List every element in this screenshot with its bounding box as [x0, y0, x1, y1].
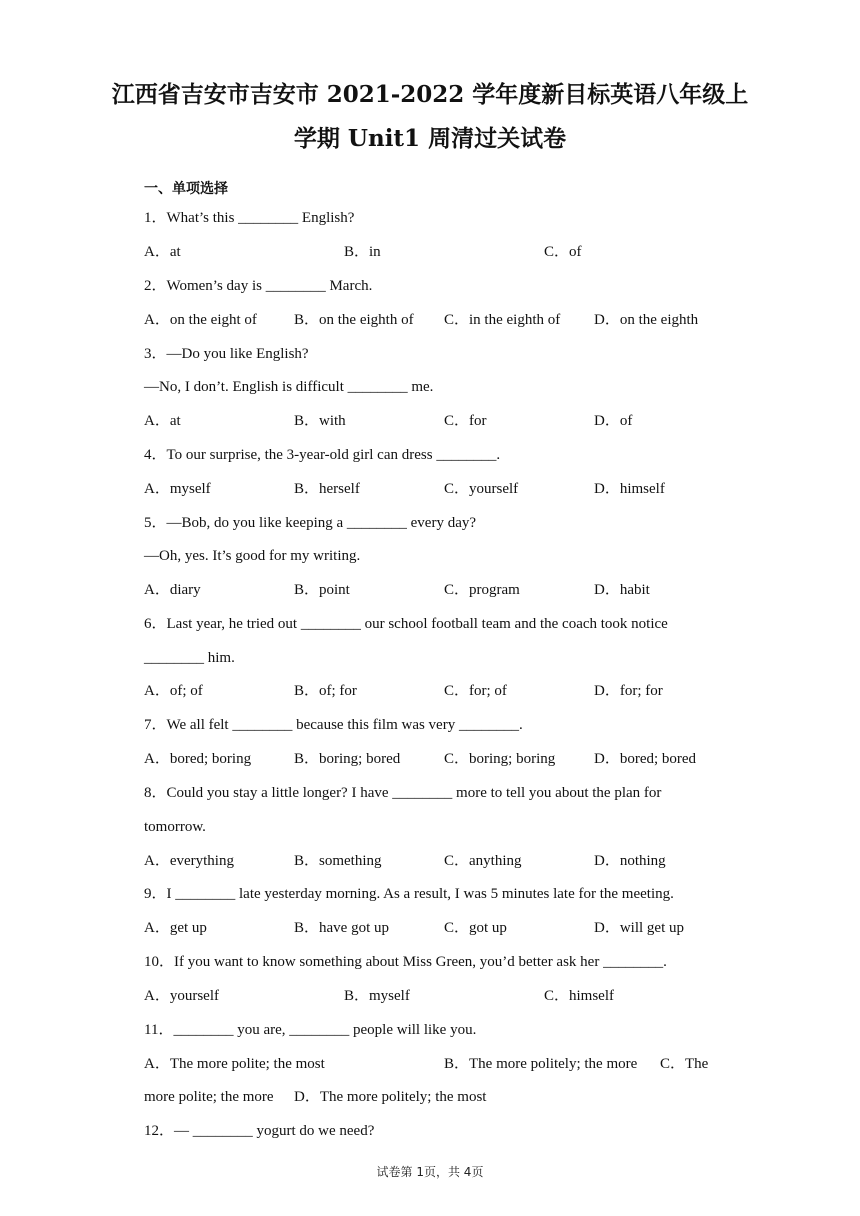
question-10-option-c[interactable]: C．himself: [544, 988, 614, 1004]
question-2-option-a[interactable]: A．on the eight of: [144, 312, 257, 328]
question-9-option-b[interactable]: B．have got up: [294, 920, 389, 936]
question-5-text-line-2: —Oh, yes. It’s good for my writing.: [144, 548, 361, 564]
question-5-option-d[interactable]: D．habit: [594, 582, 650, 598]
question-3-option-c[interactable]: C．for: [444, 413, 487, 429]
page-footer: 试卷第 1页，共 4页: [376, 1165, 484, 1179]
question-6-option-d[interactable]: D．for; for: [594, 683, 663, 699]
section-heading: 一、单项选择: [144, 181, 228, 197]
question-9-option-a[interactable]: A．get up: [144, 920, 207, 936]
question-8-text: 8．Could you stay a little longer? I have ________ more to tell you about the plan for: [144, 785, 662, 801]
question-1-option-b[interactable]: B．in: [344, 244, 381, 260]
question-6-text-line-2: ________ him.: [144, 650, 235, 666]
question-4-option-a[interactable]: A．myself: [144, 481, 211, 497]
question-4-option-b[interactable]: B．herself: [294, 481, 360, 497]
question-1-option-a[interactable]: A．at: [144, 244, 181, 260]
question-7-option-c[interactable]: C．boring; boring: [444, 751, 556, 767]
question-11-option-c-cont[interactable]: more polite; the more: [144, 1089, 274, 1105]
question-10-text: 10．If you want to know something about Miss Green, you’d better ask her ________.: [144, 954, 667, 970]
question-8-option-c[interactable]: C．anything: [444, 853, 522, 869]
question-6-option-a[interactable]: A．of; of: [144, 683, 203, 699]
page-title-line-1: 江西省吉安市吉安市 2021-2022 学年度新目标英语八年级上: [111, 81, 749, 108]
question-3-text: 3．—Do you like English?: [144, 346, 309, 362]
question-4-option-d[interactable]: D．himself: [594, 481, 665, 497]
question-2-option-b[interactable]: B．on the eighth of: [294, 312, 414, 328]
question-5-option-a[interactable]: A．diary: [144, 582, 201, 598]
question-11-text: 11．________ you are, ________ people will like you.: [144, 1022, 477, 1038]
question-11-option-c[interactable]: C．The: [660, 1056, 709, 1072]
question-6-option-c[interactable]: C．for; of: [444, 683, 507, 699]
question-9-text: 9．I ________ late yesterday morning. As a result, I was 5 minutes late for the meeting.: [144, 886, 674, 902]
question-7-option-d[interactable]: D．bored; bored: [594, 751, 697, 767]
question-10-option-b[interactable]: B．myself: [344, 988, 410, 1004]
question-11-option-d[interactable]: D．The more politely; the most: [294, 1089, 487, 1105]
question-3-text-line-2: —No, I don’t. English is difficult ________ me.: [144, 379, 434, 395]
question-2-text: 2．Women’s day is ________ March.: [144, 278, 373, 294]
question-4-option-c[interactable]: C．yourself: [444, 481, 519, 497]
question-2-option-d[interactable]: D．on the eighth: [594, 312, 699, 328]
question-7-option-a[interactable]: A．bored; boring: [144, 751, 252, 767]
question-6-text: 6．Last year, he tried out ________ our school football team and the coach took notice: [144, 616, 668, 632]
question-10-option-a[interactable]: A．yourself: [144, 988, 219, 1004]
page-title-line-2: 学期 Unit1 周清过关试卷: [293, 125, 567, 152]
question-9-option-d[interactable]: D．will get up: [594, 920, 684, 936]
question-2-option-c[interactable]: C．in the eighth of: [444, 312, 561, 328]
question-1-text: 1．What’s this ________ English?: [144, 210, 355, 226]
question-9-option-c[interactable]: C．got up: [444, 920, 507, 936]
question-6-option-b[interactable]: B．of; for: [294, 683, 357, 699]
question-11-option-a[interactable]: A．The more polite; the most: [144, 1056, 325, 1072]
question-3-option-d[interactable]: D．of: [594, 413, 633, 429]
question-5-text: 5．—Bob, do you like keeping a ________ every day?: [144, 515, 477, 531]
question-8-text-line-2: tomorrow.: [144, 819, 206, 835]
question-3-option-a[interactable]: A．at: [144, 413, 181, 429]
question-4-text: 4．To our surprise, the 3-year-old girl can dress ________.: [144, 447, 501, 463]
question-12-text: 12．— ________ yogurt do we need?: [144, 1123, 375, 1139]
question-8-option-b[interactable]: B．something: [294, 853, 382, 869]
question-5-option-c[interactable]: C．program: [444, 582, 520, 598]
question-3-option-b[interactable]: B．with: [294, 413, 346, 429]
question-8-option-a[interactable]: A．everything: [144, 853, 234, 869]
question-8-option-d[interactable]: D．nothing: [594, 853, 666, 869]
question-7-text: 7．We all felt ________ because this film was very ________.: [144, 717, 523, 733]
question-7-option-b[interactable]: B．boring; bored: [294, 751, 401, 767]
question-5-option-b[interactable]: B．point: [294, 582, 350, 598]
question-1-option-c[interactable]: C．of: [544, 244, 582, 260]
question-11-option-b[interactable]: B．The more politely; the more: [444, 1056, 638, 1072]
